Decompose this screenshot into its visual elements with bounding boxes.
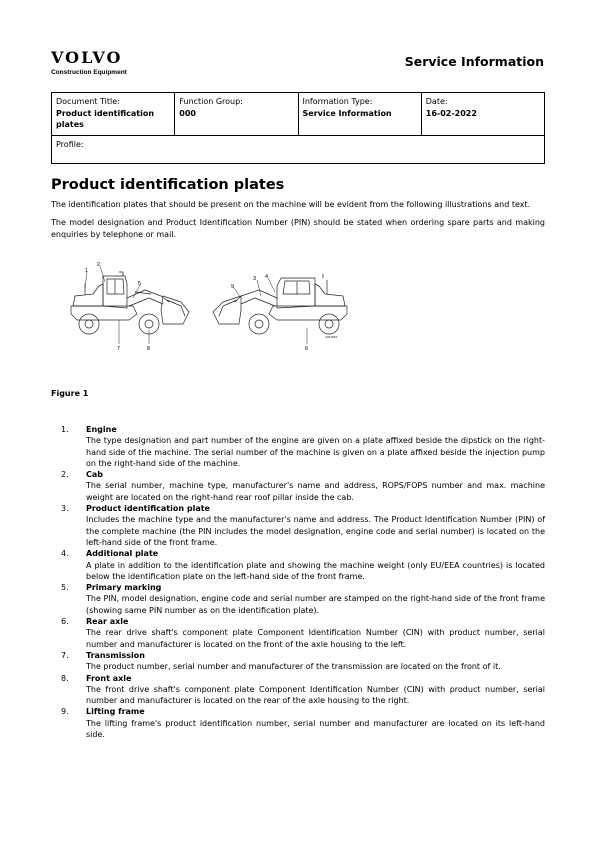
list-item [51, 424, 545, 469]
item-number: 1. [61, 425, 69, 434]
item-title: Engine [86, 425, 117, 434]
volvo-logo [51, 50, 131, 76]
intro-paragraph-2: The model designation and Product Identification Number (PIN) should be stated when ordering spare parts and making enquiries by telephone or mail. [51, 218, 545, 239]
callout-5: 5 [138, 281, 142, 287]
item-title: Primary marking [86, 583, 162, 593]
callout-4: 4 [265, 274, 269, 280]
callout-8: 8 [147, 346, 151, 352]
page-title: Product identification plates [51, 177, 285, 193]
figure-code: V207294 [325, 335, 338, 339]
item-description: The front drive shaft's component plate Component Identification Number (CIN) with product number, serial number and manufacturer is located on the rear of the axle housing to the right. [86, 684, 545, 706]
list-item [51, 650, 545, 673]
loader-side-view-right [213, 274, 347, 334]
callout-1: 1 [85, 268, 89, 274]
callout-leaders [85, 266, 307, 344]
list-item [51, 503, 545, 548]
item-number: 7. [61, 650, 69, 660]
item-description: The PIN, model designation, engine code and serial number are stamped on the right-hand side of the front frame (showing same PIN number as on the identification plate). [86, 594, 545, 615]
profile-label: Profile: [56, 139, 84, 149]
item-title: Rear axle [86, 617, 129, 627]
callout-3: 3 [253, 276, 257, 282]
item-description: The rear drive shaft's component plate Component Identification Number (CIN) with product number, serial number and manufacturer is located on the front of the axle housing to the left. [86, 628, 545, 649]
date-label: Date: [425, 97, 448, 106]
item-number: 5. [61, 583, 69, 593]
list-item [51, 548, 545, 582]
list-item [51, 673, 545, 707]
callout-9: 9 [231, 284, 235, 290]
item-description: The lifting frame's product identification number, serial number and manufacturer are located on its left-hand side. [86, 718, 545, 740]
callout-6: 6 [305, 346, 309, 352]
information-type-label: Information Type: [302, 97, 373, 106]
item-title: Cab [86, 470, 103, 480]
information-type-value: Service Information [302, 108, 392, 118]
profile-cell [52, 135, 545, 163]
function-group-cell [175, 93, 298, 136]
document-title-cell [52, 93, 175, 136]
item-description: The serial number, machine type, manufacturer's name and address, ROPS/FOPS number and max. machine weight are located on the right-hand rear roof pillar inside the cab. [86, 481, 545, 502]
logo-subtitle: Construction Equipment [51, 69, 127, 76]
item-number: 8. [61, 673, 69, 683]
callout-2: 2 [97, 262, 101, 268]
date-cell [421, 93, 544, 136]
item-title: Transmission [86, 650, 145, 660]
item-title: Lifting frame [86, 707, 145, 717]
document-title-label: Document Title: [56, 97, 120, 106]
document-title-value: Product identification plates [56, 108, 155, 129]
item-description: Includes the machine type and the manufacturer's name and address. The Product Identification Number (PIN) of the complete machine (the PIN includes the model designation, engine code and serial number) is located on the left-hand side of the front frame. [86, 515, 545, 547]
item-description: A plate in addition to the identification plate and showing the machine weight (only EU/EEA countries) is located below the identification plate on the left-hand side of the front frame. [86, 560, 545, 581]
identification-plate-list [51, 424, 545, 740]
function-group-value: 000 [179, 108, 196, 118]
item-number: 9. [61, 707, 69, 717]
loader-side-view-left [71, 272, 189, 334]
header-title: Service Information [404, 54, 544, 69]
list-item [51, 469, 545, 503]
figure-caption: Figure 1 [51, 389, 89, 398]
information-type-cell [298, 93, 421, 136]
item-title: Additional plate [86, 549, 159, 559]
item-number: 4. [61, 549, 69, 559]
item-number: 6. [61, 617, 69, 627]
item-description: The product number, serial number and manufacturer of the transmission are located on the front of it. [86, 662, 501, 672]
logo-wordmark: VOLVO [51, 48, 123, 67]
item-title: Product identification plate [86, 504, 210, 514]
list-item [51, 616, 545, 650]
wheel-loader-illustration [63, 258, 355, 358]
date-value: 16-02-2022 [425, 108, 477, 118]
item-number: 3. [61, 504, 69, 514]
callout-7: 7 [117, 346, 121, 352]
list-item [51, 706, 545, 740]
function-group-label: Function Group: [179, 97, 243, 106]
item-number: 2. [61, 470, 69, 480]
list-item [51, 582, 545, 616]
intro-paragraph-1: The identification plates that should be present on the machine will be evident from the following illustrations and text. [51, 200, 531, 209]
item-description: The type designation and part number of the engine are given on a plate affixed beside the dipstick on the right-hand side of the machine. The serial number of the machine is given on a plate affixed beside the injection pump on the right-hand side of the machine. [86, 436, 545, 468]
document-info-table [51, 92, 545, 164]
item-title: Front axle [86, 673, 132, 683]
